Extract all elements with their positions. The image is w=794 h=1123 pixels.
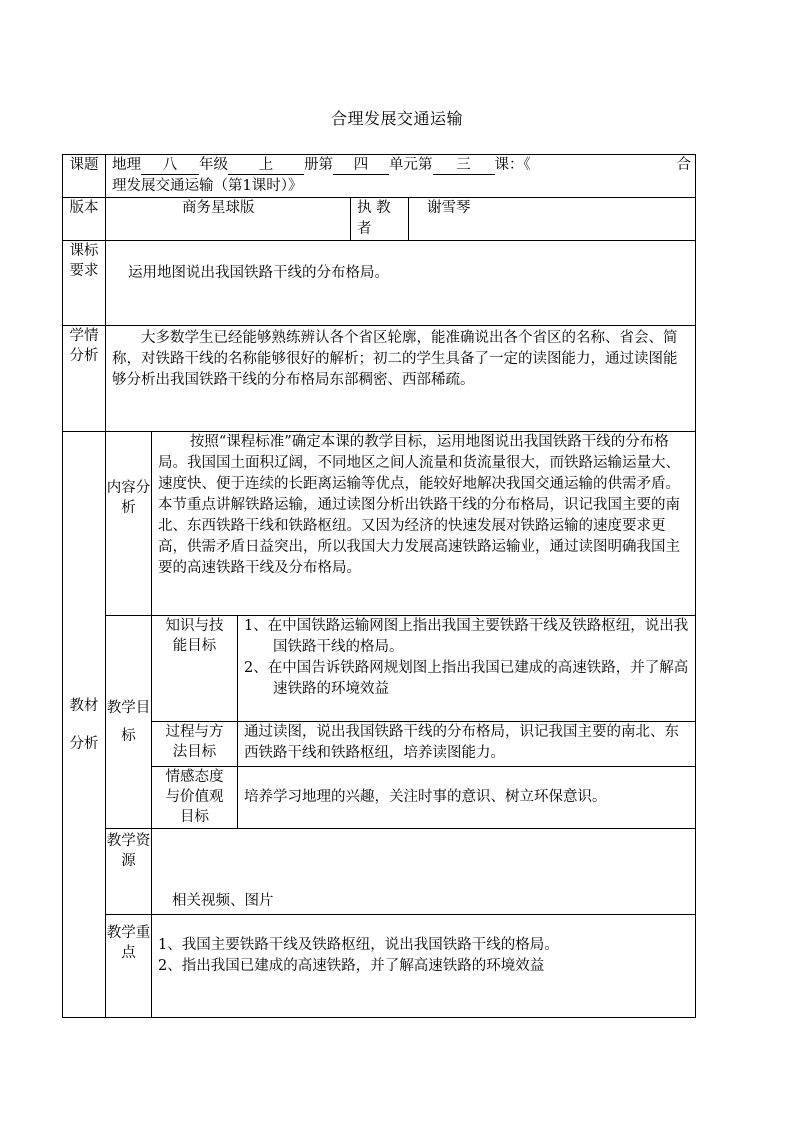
process-objective-row xyxy=(63,722,696,767)
topic-grade: 八 xyxy=(141,156,199,175)
teacher-name: 谢雪琴 xyxy=(409,198,696,241)
knowledge-objective-label: 知识与技能目标 xyxy=(152,616,238,722)
edition-value: 商务星球版 xyxy=(106,198,351,241)
edition-label: 版本 xyxy=(63,198,106,241)
content-analysis-label: 内容分析 xyxy=(106,480,151,516)
student-analysis-label-cell xyxy=(63,326,106,432)
topic-label: 课题 xyxy=(69,157,99,173)
topic-unit-label: 单元第 xyxy=(389,157,433,173)
topic-volume-label: 册第 xyxy=(304,157,333,173)
emotion-objective-text: 培养学习地理的兴趣，关注时事的意识、树立环保意识。 xyxy=(238,767,696,829)
knowledge-objective-row xyxy=(63,616,696,722)
topic-row xyxy=(63,155,696,198)
process-objective-text: 通过读图，说出我国铁路干线的分布格局，识记我国主要的南北、东西铁路干线和铁路枢纽，培养读图能力。 xyxy=(238,722,696,767)
knowledge-objective-cell xyxy=(238,616,696,722)
emotion-objective-label: 情感态度与价值观目标 xyxy=(152,767,238,829)
edition-row xyxy=(63,198,696,241)
knowledge-objective-1: 1、在中国铁路运输网图上指出我国主要铁路干线及铁路枢纽，说出我国铁路干线的格局。 xyxy=(244,618,689,655)
topic-lesson-title-b: 理发展交通运输（第1课时）》 xyxy=(112,178,303,194)
process-objective-label: 过程与方法目标 xyxy=(152,722,238,767)
emotion-objective-row xyxy=(63,767,696,829)
curriculum-label-cell xyxy=(63,241,106,326)
content-analysis-row xyxy=(63,432,696,616)
student-analysis-text: 大多数学生已经能够熟练辨认各个省区轮廓，能准确说出各个省区的名称、省会、简称，对铁路干线的名称能够很好的解析；初二的学生具备了一定的读图能力，通过读图能够分析出我国铁路干线的分布格局东部稠密、西部稀疏。 xyxy=(106,326,696,432)
resources-text: 相关视频、图片 xyxy=(152,829,696,915)
key-point-1: 1、我国主要铁路干线及铁路枢纽，说出我国铁路干线的格局。 xyxy=(158,937,559,953)
topic-lesson-title-a: 合 xyxy=(676,157,692,173)
objectives-label: 教学目标 xyxy=(106,700,151,744)
topic-lesson: 三 xyxy=(433,156,495,175)
material-analysis-label-cell xyxy=(63,432,106,1018)
curriculum-row xyxy=(63,241,696,326)
key-point-2: 2、指出我国已建成的高速铁路，并了解高速铁路的环境效益 xyxy=(158,958,545,974)
key-points-row xyxy=(63,915,696,1018)
key-points-cell xyxy=(152,915,696,1018)
topic-line-1 xyxy=(112,155,691,176)
knowledge-objective-2: 2、在中国告诉铁路网规划图上指出我国已建成的高速铁路，并了解高速铁路的环境效益 xyxy=(244,660,689,697)
topic-label-cell xyxy=(63,155,106,198)
document-title: 合理发展交通运输 xyxy=(330,109,463,128)
key-points-label: 教学重点 xyxy=(106,925,151,961)
teacher-label: 执 教者 xyxy=(351,198,409,241)
topic-subject: 地理 xyxy=(112,157,141,173)
topic-volume: 上 xyxy=(228,156,304,175)
lesson-plan-table xyxy=(62,154,696,1018)
resources-label: 教学资源 xyxy=(106,833,151,869)
topic-grade-label: 年级 xyxy=(199,157,228,173)
curriculum-label: 课标要求 xyxy=(69,243,99,279)
key-points-label-cell xyxy=(106,915,152,1018)
content-analysis-text: 按照“课程标准”确定本课的教学目标，运用地图说出我国铁路干线的分布格局。我国国土面积辽阔，不同地区之间人流量和货流量很大，而铁路运输运量大、速度快、便于连续的长距离运输等优点，能较好地解决我国交通运输的供需矛盾。本节重点讲解铁路运输，通过读图分析出铁路干线的分布格局，识记我国主要的南北、东西铁路干线和铁路枢纽。又因为经济的快速发展对铁路运输的速度要求更高，供需矛盾日益突出，所以我国大力发展高速铁路运输业，通过读图明确我国主要的高速铁路干线及分布格局。 xyxy=(152,432,696,616)
topic-value-cell xyxy=(106,155,696,198)
content-analysis-label-cell xyxy=(106,432,152,616)
material-analysis-label: 教材分析 xyxy=(69,697,99,752)
student-analysis-row xyxy=(63,326,696,432)
topic-unit: 四 xyxy=(333,156,389,175)
resources-row xyxy=(63,829,696,915)
objectives-label-cell xyxy=(106,616,152,829)
student-analysis-label: 学情分析 xyxy=(69,328,99,364)
resources-label-cell xyxy=(106,829,152,915)
curriculum-text: 运用地图说出我国铁路干线的分布格局。 xyxy=(106,241,696,326)
topic-lesson-label: 课：《 xyxy=(494,157,531,173)
